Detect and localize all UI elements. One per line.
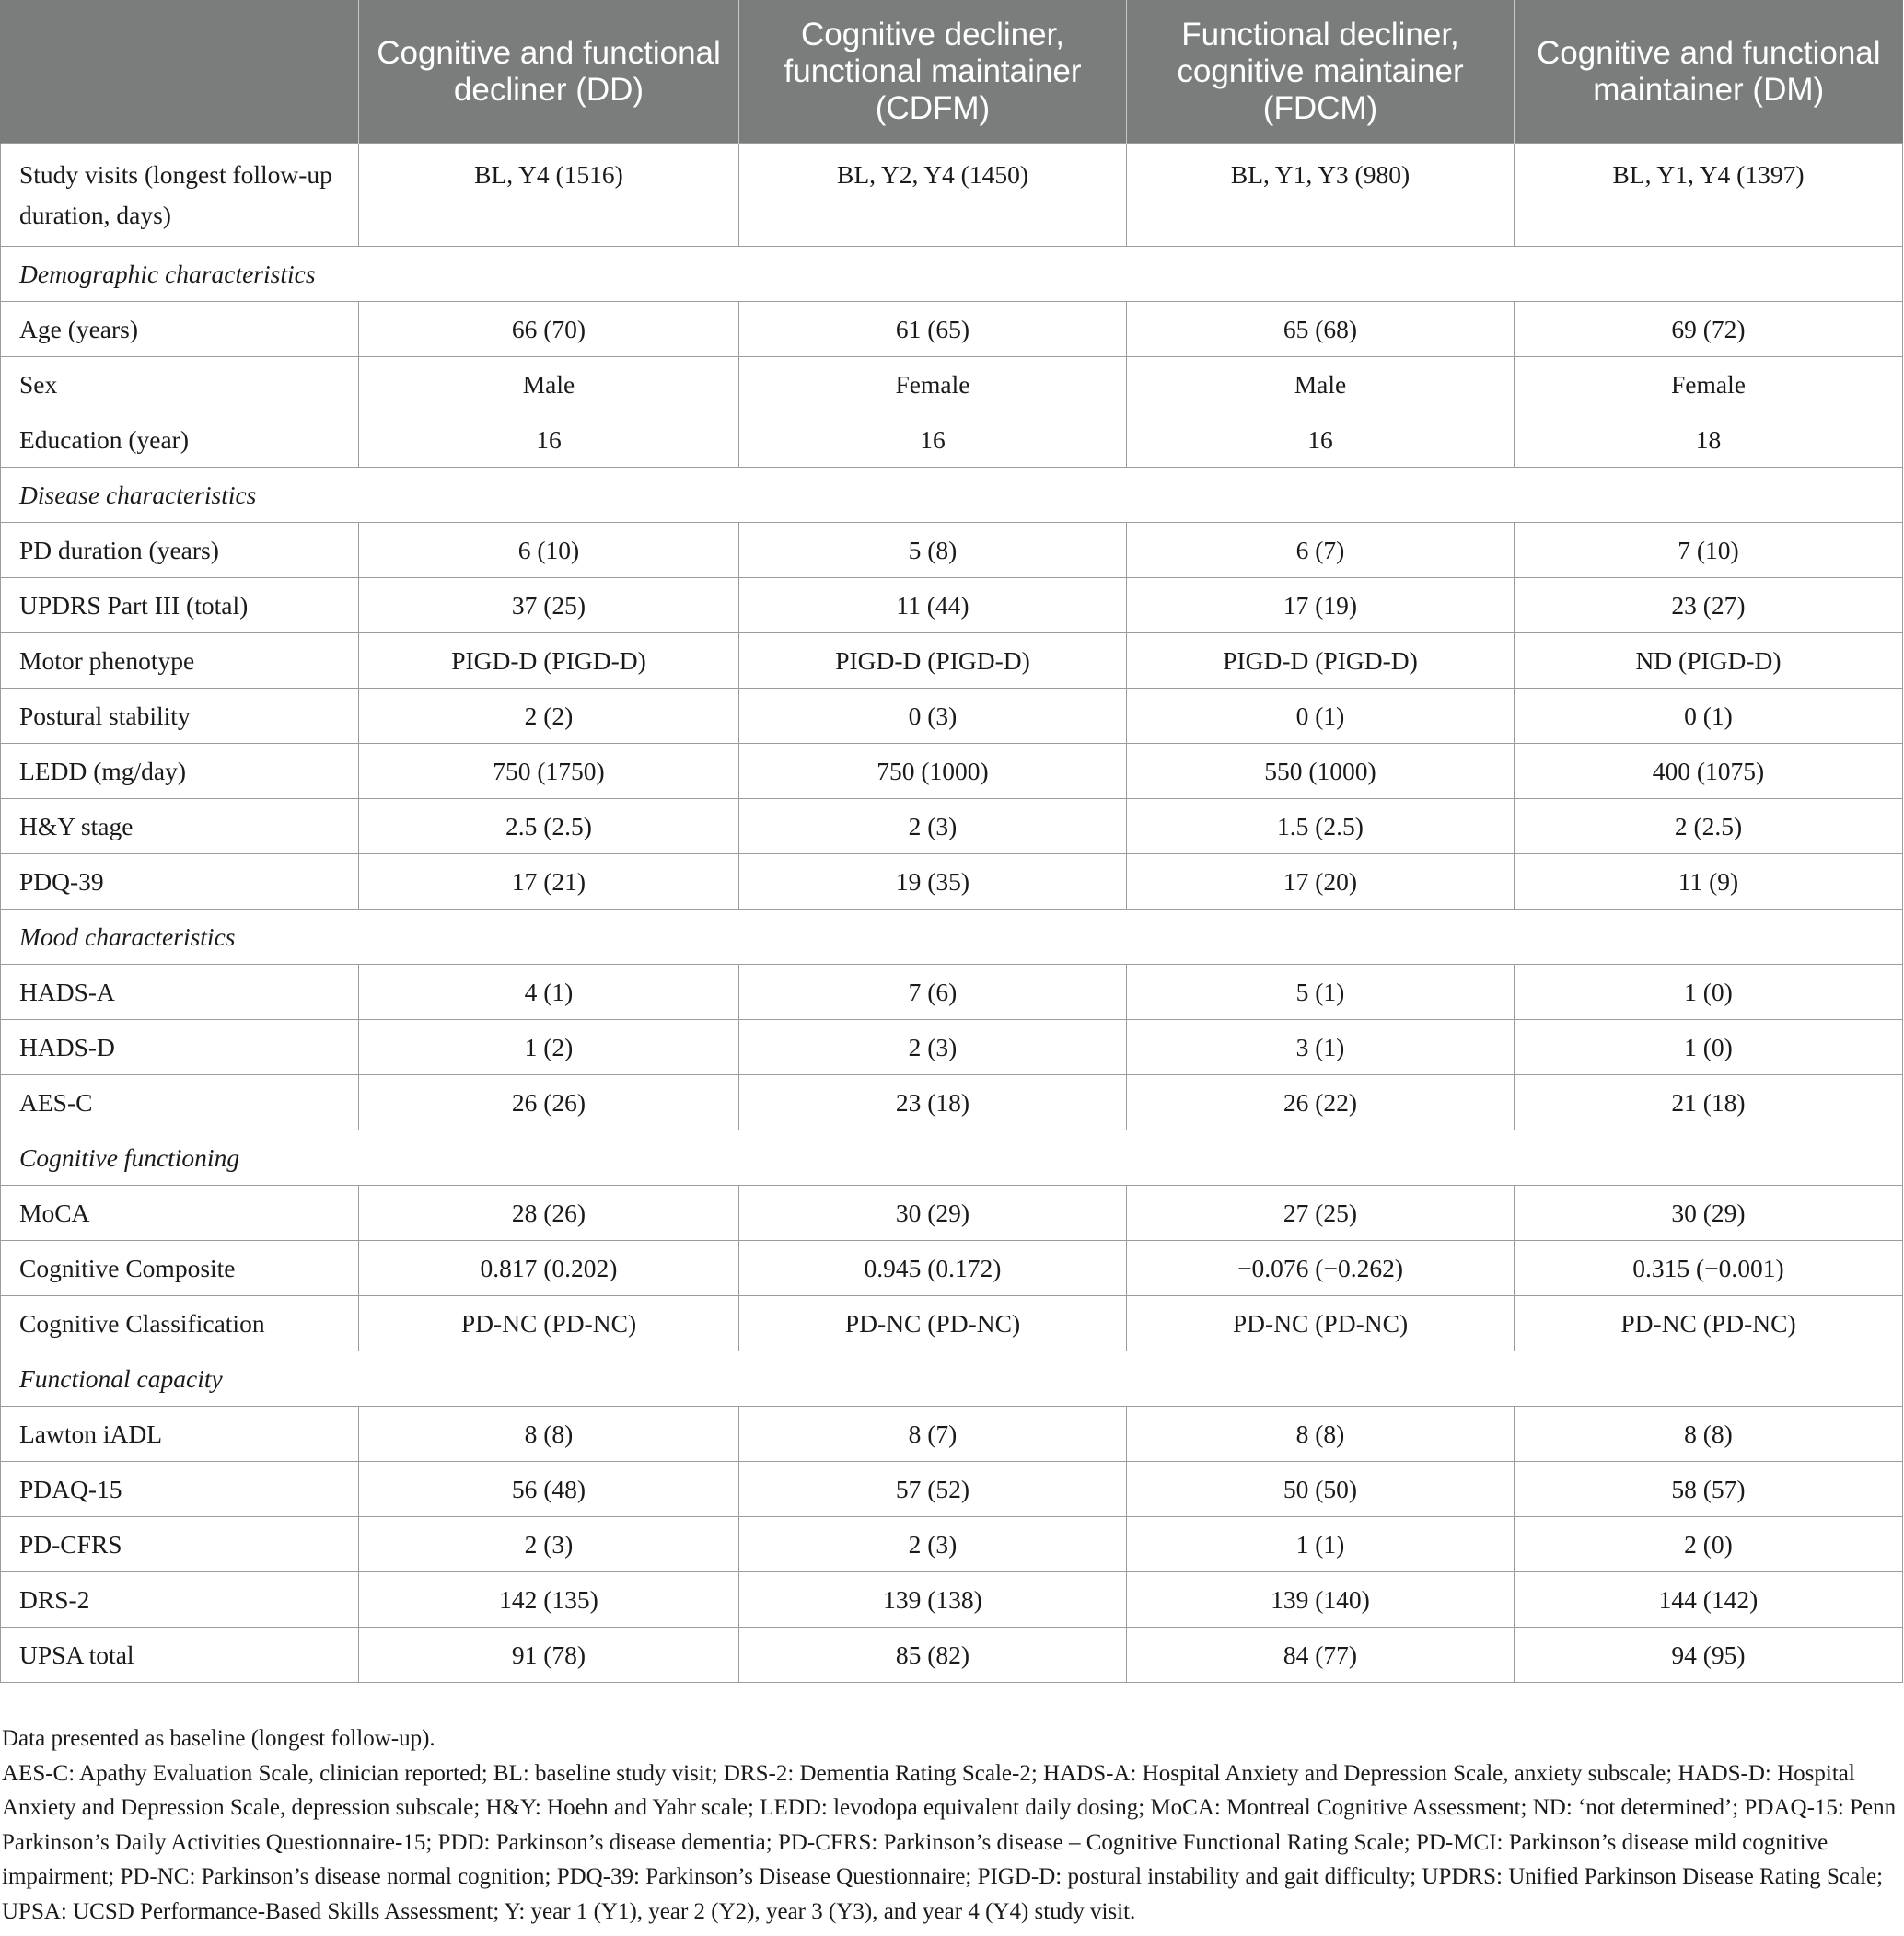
table-row bbox=[1, 799, 1903, 854]
table-cell: Female bbox=[739, 357, 1127, 412]
table-cell: 23 (27) bbox=[1515, 578, 1903, 633]
row-label: PD-CFRS bbox=[1, 1517, 359, 1572]
table-cell: 144 (142) bbox=[1515, 1572, 1903, 1628]
table-cell: PD-NC (PD-NC) bbox=[739, 1296, 1127, 1351]
table-cell: 26 (26) bbox=[359, 1075, 739, 1130]
table-cell: 69 (72) bbox=[1515, 302, 1903, 357]
table-cell: 2 (2) bbox=[359, 689, 739, 744]
table-cell: 11 (44) bbox=[739, 578, 1127, 633]
section-title: Mood characteristics bbox=[1, 910, 1903, 965]
table-cell: 17 (20) bbox=[1127, 854, 1515, 910]
section-header-row bbox=[1, 468, 1903, 523]
footnote-data-presentation: Data presented as baseline (longest follow-up). bbox=[2, 1726, 435, 1751]
table-cell: 0.315 (−0.001) bbox=[1515, 1241, 1903, 1296]
column-header-dd: Cognitive and functional decliner (DD) bbox=[359, 0, 739, 144]
table-cell: 6 (10) bbox=[359, 523, 739, 578]
table-cell: 8 (8) bbox=[1127, 1407, 1515, 1462]
table-cell: 139 (140) bbox=[1127, 1572, 1515, 1628]
table-cell: PD-NC (PD-NC) bbox=[359, 1296, 739, 1351]
row-label: Age (years) bbox=[1, 302, 359, 357]
section-header-row bbox=[1, 1351, 1903, 1407]
row-label: PDAQ-15 bbox=[1, 1462, 359, 1517]
row-label: Postural stability bbox=[1, 689, 359, 744]
table-row bbox=[1, 1462, 1903, 1517]
section-title: Disease characteristics bbox=[1, 468, 1903, 523]
section-title: Functional capacity bbox=[1, 1351, 1903, 1407]
table-cell: 11 (9) bbox=[1515, 854, 1903, 910]
row-label: H&Y stage bbox=[1, 799, 359, 854]
table-cell: 56 (48) bbox=[359, 1462, 739, 1517]
table-cell: 23 (18) bbox=[739, 1075, 1127, 1130]
row-label: UPDRS Part III (total) bbox=[1, 578, 359, 633]
row-label: Lawton iADL bbox=[1, 1407, 359, 1462]
table-cell: 8 (8) bbox=[1515, 1407, 1903, 1462]
row-label: PDQ-39 bbox=[1, 854, 359, 910]
row-label: Education (year) bbox=[1, 412, 359, 468]
table-cell: 16 bbox=[359, 412, 739, 468]
row-label: HADS-D bbox=[1, 1020, 359, 1075]
table-cell: 5 (8) bbox=[739, 523, 1127, 578]
table-cell: 2 (2.5) bbox=[1515, 799, 1903, 854]
table-row bbox=[1, 1407, 1903, 1462]
table-cell: 550 (1000) bbox=[1127, 744, 1515, 799]
table-cell: 8 (7) bbox=[739, 1407, 1127, 1462]
table-body bbox=[1, 144, 1903, 1683]
table-cell: BL, Y1, Y3 (980) bbox=[1127, 144, 1515, 247]
column-header-dm: Cognitive and functional maintainer (DM) bbox=[1515, 0, 1903, 144]
table-cell: 400 (1075) bbox=[1515, 744, 1903, 799]
table-row bbox=[1, 412, 1903, 468]
table-cell: Female bbox=[1515, 357, 1903, 412]
row-label: HADS-A bbox=[1, 965, 359, 1020]
table-cell: 16 bbox=[739, 412, 1127, 468]
row-label: AES-C bbox=[1, 1075, 359, 1130]
table-cell: −0.076 (−0.262) bbox=[1127, 1241, 1515, 1296]
column-header-cdfm: Cognitive decliner, functional maintainer (CDFM) bbox=[739, 0, 1127, 144]
column-header-label bbox=[1, 0, 359, 144]
table-cell: 21 (18) bbox=[1515, 1075, 1903, 1130]
table-cell: 0.817 (0.202) bbox=[359, 1241, 739, 1296]
table-cell: PD-NC (PD-NC) bbox=[1515, 1296, 1903, 1351]
section-title: Demographic characteristics bbox=[1, 247, 1903, 302]
table-cell: 142 (135) bbox=[359, 1572, 739, 1628]
table-cell: BL, Y4 (1516) bbox=[359, 144, 739, 247]
table-cell: 1 (2) bbox=[359, 1020, 739, 1075]
table-cell: 91 (78) bbox=[359, 1628, 739, 1683]
table-cell: 750 (1000) bbox=[739, 744, 1127, 799]
table-cell: Male bbox=[1127, 357, 1515, 412]
table-cell: BL, Y2, Y4 (1450) bbox=[739, 144, 1127, 247]
row-label: Study visits (longest follow-up duration, days) bbox=[1, 144, 359, 247]
table-row bbox=[1, 1241, 1903, 1296]
column-header-fdcm: Functional decliner, cognitive maintainer (FDCM) bbox=[1127, 0, 1515, 144]
table-row bbox=[1, 854, 1903, 910]
table-cell: 0.945 (0.172) bbox=[739, 1241, 1127, 1296]
table-row bbox=[1, 302, 1903, 357]
row-label: DRS-2 bbox=[1, 1572, 359, 1628]
table-cell: 58 (57) bbox=[1515, 1462, 1903, 1517]
table-row bbox=[1, 1572, 1903, 1628]
table-cell: 61 (65) bbox=[739, 302, 1127, 357]
row-label: Cognitive Classification bbox=[1, 1296, 359, 1351]
table-cell: 4 (1) bbox=[359, 965, 739, 1020]
table-cell: PD-NC (PD-NC) bbox=[1127, 1296, 1515, 1351]
table-cell: 37 (25) bbox=[359, 578, 739, 633]
table-row bbox=[1, 523, 1903, 578]
table-cell: BL, Y1, Y4 (1397) bbox=[1515, 144, 1903, 247]
table-cell: 0 (3) bbox=[739, 689, 1127, 744]
table-header-row bbox=[1, 0, 1903, 144]
table-cell: 94 (95) bbox=[1515, 1628, 1903, 1683]
table-cell: 1.5 (2.5) bbox=[1127, 799, 1515, 854]
table-cell: PIGD-D (PIGD-D) bbox=[1127, 633, 1515, 689]
table-cell: ND (PIGD-D) bbox=[1515, 633, 1903, 689]
table-cell: 17 (19) bbox=[1127, 578, 1515, 633]
table-cell: 26 (22) bbox=[1127, 1075, 1515, 1130]
table-cell: 1 (1) bbox=[1127, 1517, 1515, 1572]
table-row bbox=[1, 1020, 1903, 1075]
table-cell: 17 (21) bbox=[359, 854, 739, 910]
table-cell: 66 (70) bbox=[359, 302, 739, 357]
section-header-row bbox=[1, 247, 1903, 302]
table-cell: 0 (1) bbox=[1127, 689, 1515, 744]
table-cell: 19 (35) bbox=[739, 854, 1127, 910]
footnote-abbreviations: AES-C: Apathy Evaluation Scale, clinician reported; BL: baseline study visit; DRS-2: Dementia Rating Scale-2; HADS-A: Hospital Anxiety and Depression Scale, anxiety subscale; HADS-D: Hospital Anxiety and Depression Scale, depression subscale; H&Y: Hoehn and Yahr scale; LEDD: levodopa equivalent daily dosing; MoCA: Montreal Cognitive Assessment; ND: ‘not determined’; PDAQ-15: Penn Parkinson’s Daily Activities Questionnaire-15; PDD: Parkinson’s disease dementia; PD-CFRS: Parkinson’s disease – Cognitive Functional Rating Scale; PD-MCI: Parkinson’s disease mild cognitive impairment; PD-NC: Parkinson’s disease normal cognition; PDQ-39: Parkinson’s Disease Questionnaire; PIGD-D: postural instability and gait difficulty; UPDRS: Unified Parkinson Disease Rating Scale; UPSA: UCSD Performance-Based Skills Assessment; Y: year 1 (Y1), year 2 (Y2), year 3 (Y3), and year 4 (Y4) study visit. bbox=[2, 1760, 1897, 1924]
row-label: Motor phenotype bbox=[1, 633, 359, 689]
table-cell: PIGD-D (PIGD-D) bbox=[739, 633, 1127, 689]
table-cell: 0 (1) bbox=[1515, 689, 1903, 744]
table-cell: 139 (138) bbox=[739, 1572, 1127, 1628]
table-cell: 65 (68) bbox=[1127, 302, 1515, 357]
table-row bbox=[1, 1186, 1903, 1241]
table-cell: 27 (25) bbox=[1127, 1186, 1515, 1241]
table-row bbox=[1, 965, 1903, 1020]
section-header-row bbox=[1, 1130, 1903, 1186]
row-label: LEDD (mg/day) bbox=[1, 744, 359, 799]
row-label: Sex bbox=[1, 357, 359, 412]
table-cell: 2 (3) bbox=[739, 1517, 1127, 1572]
row-label: Cognitive Composite bbox=[1, 1241, 359, 1296]
section-title: Cognitive functioning bbox=[1, 1130, 1903, 1186]
table-row bbox=[1, 578, 1903, 633]
section-header-row bbox=[1, 910, 1903, 965]
table-cell: 1 (0) bbox=[1515, 965, 1903, 1020]
table-cell: 7 (6) bbox=[739, 965, 1127, 1020]
table-cell: 85 (82) bbox=[739, 1628, 1127, 1683]
table-row bbox=[1, 633, 1903, 689]
table-cell: 16 bbox=[1127, 412, 1515, 468]
table-row bbox=[1, 1296, 1903, 1351]
table-row bbox=[1, 689, 1903, 744]
table-footnotes bbox=[2, 1722, 1897, 1929]
table-cell: 84 (77) bbox=[1127, 1628, 1515, 1683]
table-row bbox=[1, 357, 1903, 412]
table-cell: Male bbox=[359, 357, 739, 412]
table-row bbox=[1, 1517, 1903, 1572]
table-row bbox=[1, 144, 1903, 247]
table-cell: 2 (3) bbox=[739, 1020, 1127, 1075]
table-cell: 2.5 (2.5) bbox=[359, 799, 739, 854]
table-cell: 8 (8) bbox=[359, 1407, 739, 1462]
table-cell: 7 (10) bbox=[1515, 523, 1903, 578]
table-cell: 57 (52) bbox=[739, 1462, 1127, 1517]
table-cell: 6 (7) bbox=[1127, 523, 1515, 578]
table-cell: 1 (0) bbox=[1515, 1020, 1903, 1075]
table-cell: 2 (3) bbox=[739, 799, 1127, 854]
table-cell: 2 (0) bbox=[1515, 1517, 1903, 1572]
table-cell: 28 (26) bbox=[359, 1186, 739, 1241]
table-cell: 30 (29) bbox=[739, 1186, 1127, 1241]
table-cell: 30 (29) bbox=[1515, 1186, 1903, 1241]
table-cell: 2 (3) bbox=[359, 1517, 739, 1572]
table-row bbox=[1, 744, 1903, 799]
table-cell: 750 (1750) bbox=[359, 744, 739, 799]
table-cell: 50 (50) bbox=[1127, 1462, 1515, 1517]
row-label: PD duration (years) bbox=[1, 523, 359, 578]
row-label: MoCA bbox=[1, 1186, 359, 1241]
table-cell: 5 (1) bbox=[1127, 965, 1515, 1020]
table-row bbox=[1, 1628, 1903, 1683]
row-label: UPSA total bbox=[1, 1628, 359, 1683]
table-row bbox=[1, 1075, 1903, 1130]
table-cell: 3 (1) bbox=[1127, 1020, 1515, 1075]
table-cell: PIGD-D (PIGD-D) bbox=[359, 633, 739, 689]
table-cell: 18 bbox=[1515, 412, 1903, 468]
